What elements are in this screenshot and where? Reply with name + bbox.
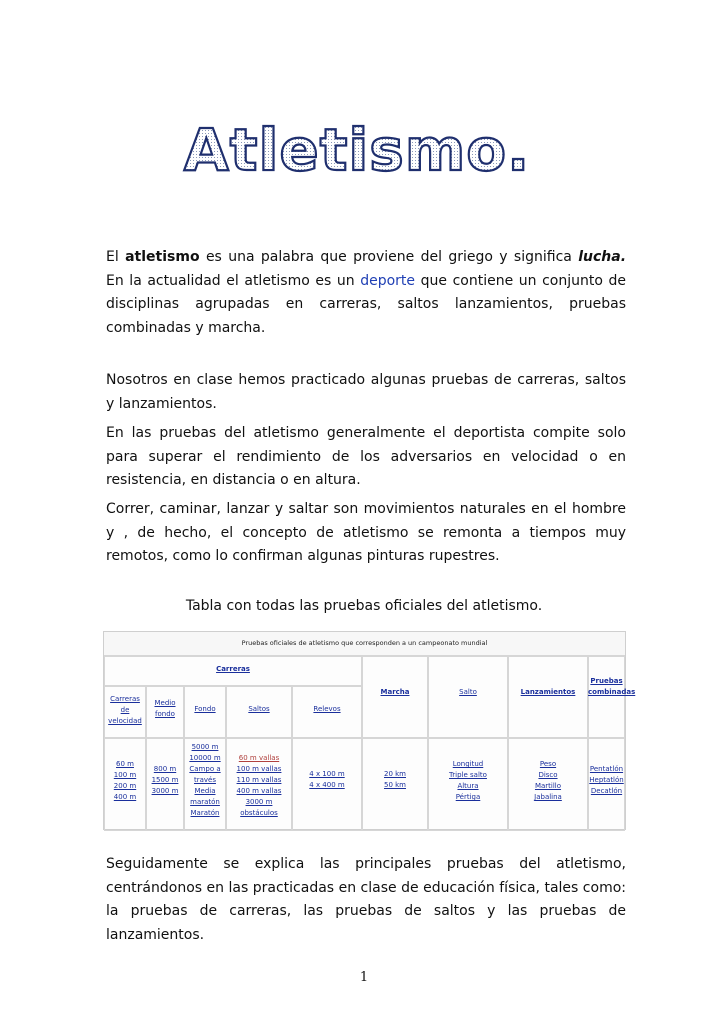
relevos-subheader[interactable]: Relevos xyxy=(313,705,341,713)
fondo-subheader[interactable]: Fondo xyxy=(194,705,216,713)
competition-paragraph: En las pruebas del atletismo generalmente el deportista compite solo para superar el rendimiento de los adversarios en velocidad o en resistencia, en distancia o en altura. xyxy=(106,425,626,488)
event-link[interactable]: 4 x 400 m xyxy=(309,781,345,789)
event-link[interactable]: 3000 m obstáculos xyxy=(240,798,278,817)
event-link[interactable]: Maratón xyxy=(190,809,220,817)
fondo-values xyxy=(184,742,226,819)
page-title xyxy=(0,108,728,188)
event-link[interactable]: Longitud xyxy=(452,760,484,768)
event-link[interactable]: 60 m vallas xyxy=(238,754,280,762)
event-link[interactable]: 100 m vallas xyxy=(236,765,282,773)
class-practice-paragraph: Nosotros en clase hemos practicado algunas pruebas de carreras, saltos y lanzamientos. xyxy=(106,372,626,412)
event-link[interactable]: 400 m xyxy=(113,793,137,801)
event-link[interactable]: 4 x 100 m xyxy=(309,770,345,778)
page-number: 1 xyxy=(359,970,369,985)
medio-fondo-subheader[interactable]: Medio fondo xyxy=(154,699,176,718)
events-table xyxy=(103,631,636,830)
event-link[interactable]: 60 m xyxy=(116,760,134,768)
lanzamientos-values xyxy=(508,759,588,803)
table-inner-caption: Pruebas oficiales de atletismo que corresponden a un campeonato mundial xyxy=(241,639,488,647)
saltos-values xyxy=(226,753,292,819)
event-link[interactable]: 100 m xyxy=(113,771,137,779)
event-link[interactable]: Pentatlón xyxy=(589,765,624,773)
saltos-subheader[interactable]: Saltos xyxy=(248,705,270,713)
event-link[interactable]: 3000 m xyxy=(151,787,179,795)
event-link[interactable]: 110 m vallas xyxy=(236,776,282,784)
lanzamientos-header[interactable]: Lanzamientos xyxy=(520,688,576,696)
intro-paragraph xyxy=(106,246,626,340)
event-link[interactable]: Peso xyxy=(539,760,557,768)
velocidad-values xyxy=(104,759,146,803)
event-link[interactable]: 800 m xyxy=(153,765,177,773)
p1-text-3: que contiene un conjunto de disciplinas agrupadas en carreras, saltos lanzamientos, pruebas combinadas y marcha. xyxy=(106,272,627,336)
p1-text: es una palabra que proviene del griego y significa xyxy=(205,249,572,265)
combinadas-values xyxy=(588,764,625,797)
event-link[interactable]: Altura xyxy=(457,782,479,790)
keyword-lucha: lucha. xyxy=(578,249,627,265)
salto-values xyxy=(428,759,508,803)
relevos-values xyxy=(292,769,362,791)
title-wordart xyxy=(0,108,728,188)
p1-word: El xyxy=(106,249,119,265)
event-link[interactable]: 1500 m xyxy=(151,776,179,784)
velocidad-subheader[interactable]: Carreras de velocidad xyxy=(108,695,142,725)
medio-fondo-values xyxy=(146,764,184,797)
event-link[interactable]: 20 km xyxy=(383,770,406,778)
event-link[interactable]: Pértiga xyxy=(455,793,481,801)
event-link[interactable]: 200 m xyxy=(113,782,137,790)
history-paragraph: Correr, caminar, lanzar y saltar son movimientos naturales en el hombre y , de hecho, el concepto de atletismo se remonta a tiempos muy remotos, como lo confirman algunas pinturas rupestres. xyxy=(106,501,626,564)
marcha-values xyxy=(362,769,428,791)
event-link[interactable]: Martillo xyxy=(534,782,562,790)
event-link[interactable]: 10000 m xyxy=(189,754,221,762)
event-link[interactable]: maratón xyxy=(190,798,220,806)
event-link[interactable]: Campo a xyxy=(189,765,221,773)
title-text: Atletismo. xyxy=(183,116,531,184)
event-link[interactable]: Decatlón xyxy=(590,787,623,795)
event-link[interactable]: 400 m vallas xyxy=(236,787,282,795)
keyword-atletismo: atletismo xyxy=(125,249,200,265)
event-link[interactable]: 50 km xyxy=(383,781,406,789)
event-link[interactable]: través xyxy=(193,776,216,784)
carreras-header[interactable]: Carreras xyxy=(216,665,250,673)
deporte-link[interactable]: deporte xyxy=(360,272,416,289)
event-link[interactable]: 5000 m xyxy=(191,743,219,751)
salto-header[interactable]: Salto xyxy=(459,688,477,696)
event-link[interactable]: Jabalina xyxy=(534,793,562,801)
p1-text-2: En la actualidad el atletismo es un xyxy=(106,272,355,289)
table-caption: Tabla con todas las pruebas oficiales del atletismo. xyxy=(185,598,543,614)
table-caption-row xyxy=(104,632,625,656)
marcha-header[interactable]: Marcha xyxy=(380,688,410,696)
event-link[interactable]: Triple salto xyxy=(449,771,487,779)
pruebas-combinadas-header[interactable]: Pruebas combinadas xyxy=(588,677,636,696)
event-link[interactable]: Heptatlón xyxy=(589,776,624,784)
summary-paragraph: Seguidamente se explica las principales pruebas del atletismo, centrándonos en las practicadas en clase de educación física, tales como: la pruebas de carreras, las pruebas de saltos y las pruebas de lanzamientos. xyxy=(106,856,626,943)
event-link[interactable]: Media xyxy=(194,787,216,795)
event-link[interactable]: Disco xyxy=(538,771,558,779)
